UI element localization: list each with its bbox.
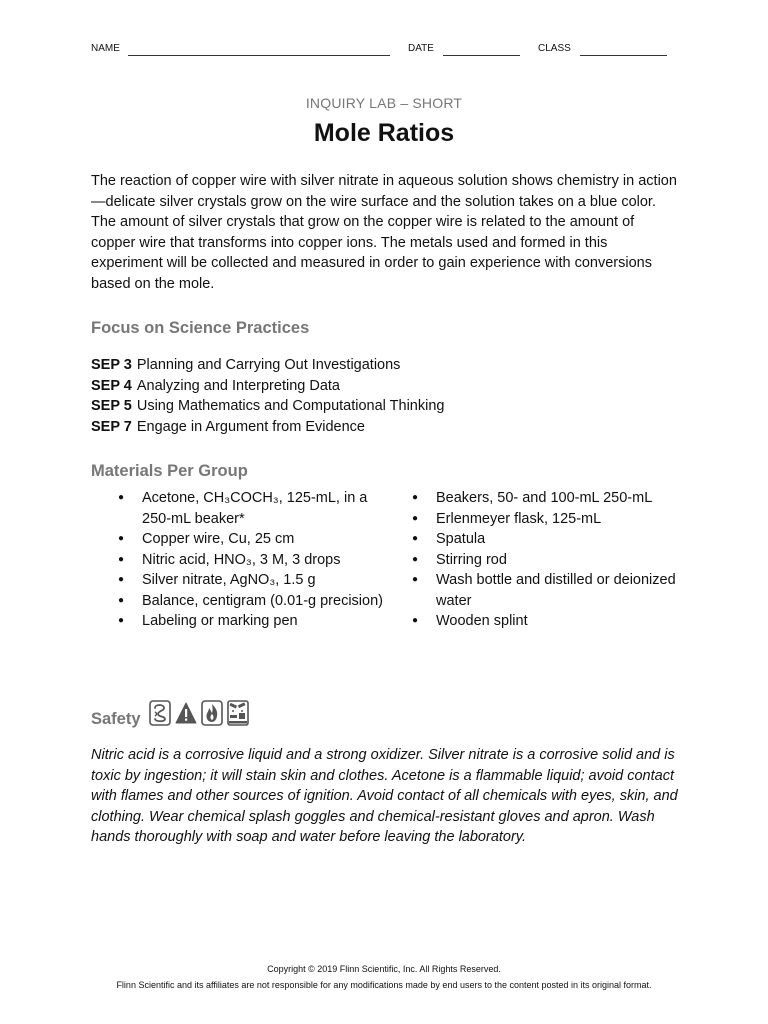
name-label: NAME <box>91 43 120 54</box>
toxic-ingestion-icon <box>149 700 171 726</box>
materials-list-right <box>412 488 682 632</box>
list-item: ● Wash bottle and distilled or deionized water <box>412 570 682 611</box>
list-item: ● Beakers, 50- and 100-mL 250-mL <box>412 488 682 509</box>
lab-type-kicker: INQUIRY LAB – SHORT <box>305 95 463 111</box>
sep-text: Engage in Argument from Evidence <box>136 418 365 435</box>
name-field-line[interactable] <box>128 55 390 56</box>
footer-copyright: Copyright © 2019 Flinn Scientific, Inc. All Rights Reserved. <box>267 964 501 974</box>
list-item: ● Stirring rod <box>412 550 682 571</box>
materials-heading: Materials Per Group <box>91 462 248 480</box>
list-item: ● Spatula <box>412 529 682 550</box>
flammable-icon <box>201 700 223 726</box>
list-item <box>91 396 651 417</box>
date-field-line[interactable] <box>443 55 520 56</box>
sep-text: Analyzing and Interpreting Data <box>136 377 340 394</box>
student-info-header <box>91 43 669 59</box>
sep-code: SEP 5 <box>91 398 132 414</box>
list-item: ● Acetone, CH₃COCH₃, 125-mL, in a 250-mL beaker* <box>118 488 383 529</box>
focus-heading: Focus on Science Practices <box>91 319 310 337</box>
science-practices-list <box>91 355 651 437</box>
list-item: ● Copper wire, Cu, 25 cm <box>118 529 383 550</box>
materials-list-left <box>118 488 383 632</box>
safety-heading: Safety <box>91 710 141 728</box>
list-item: ● Labeling or marking pen <box>118 611 383 632</box>
list-item <box>91 417 651 438</box>
corrosive-icon <box>227 700 249 726</box>
sep-text: Using Mathematics and Computational Thinking <box>136 398 445 414</box>
list-item <box>91 376 651 397</box>
list-item: ● Erlenmeyer flask, 125-mL <box>412 509 682 530</box>
footer-disclaimer: Flinn Scientific and its affiliates are not responsible for any modifications made by end users to the content posted in its original format. <box>116 980 652 990</box>
list-item <box>91 355 651 376</box>
list-item: ● Nitric acid, HNO₃, 3 M, 3 drops <box>118 550 383 571</box>
list-item: ● Balance, centigram (0.01-g precision) <box>118 591 383 612</box>
safety-paragraph: Nitric acid is a corrosive liquid and a strong oxidizer. Silver nitrate is a corrosive solid and is toxic by ingestion; it will stain skin and clothes. Acetone is a flammable liquid; avoid contact with flames and other sources of ignition. Avoid contact of all chemicals with eyes, skin, and clothing. Wear chemical splash goggles and chemical-resistant gloves and apron. Wash hands thoroughly with soap and water before leaving the laboratory. <box>91 747 678 846</box>
list-item: ● Silver nitrate, AgNO₃, 1.5 g <box>118 570 383 591</box>
class-field-line[interactable] <box>580 55 667 56</box>
list-item: ● Wooden splint <box>412 611 682 632</box>
date-label: DATE <box>408 43 434 54</box>
sep-text: Planning and Carrying Out Investigations <box>136 357 401 373</box>
sep-code: SEP 3 <box>91 357 132 373</box>
sep-code: SEP 7 <box>91 418 132 435</box>
intro-paragraph: The reaction of copper wire with silver nitrate in aqueous solution shows chemistry in action—delicate silver crystals grow on the wire surface and the solution takes on a blue color. The amount of silver crystals that grow on the copper wire is related to the amount of copper wire that transforms into copper ions. The metals used and formed in this experiment will be collected and measured in order to gain experience with conversions based on the mole. <box>91 173 677 292</box>
page-title: Mole Ratios <box>313 119 455 147</box>
warning-triangle-icon <box>175 700 197 726</box>
sep-code: SEP 4 <box>91 377 132 394</box>
class-label: CLASS <box>538 43 571 54</box>
